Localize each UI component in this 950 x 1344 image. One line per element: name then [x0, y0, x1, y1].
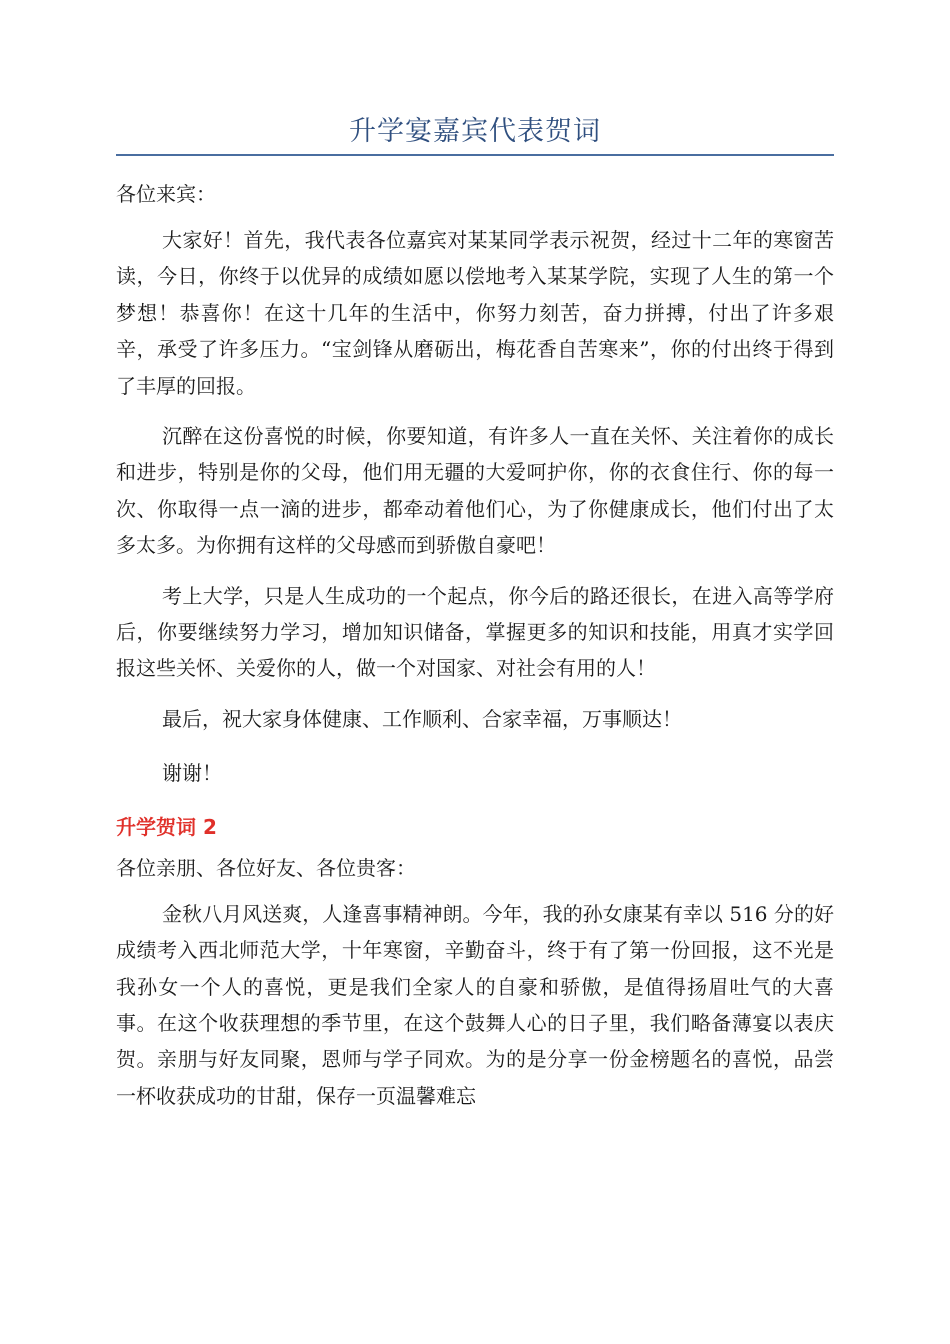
section-heading: 升学贺词 2: [116, 814, 217, 839]
paragraph: 考上大学，只是人生成功的一个起点，你今后的路还很长，在进入高等学府后，你要继续努力学习，增加知识储备，掌握更多的知识和技能，用真才实学回报这些关怀、关爱你的人，做一个对国家、对社会有用的人！: [116, 583, 834, 681]
page-title: 升学宴嘉宾代表贺词: [349, 116, 601, 147]
paragraph: 金秋八月风送爽，人逢喜事精神朗。今年，我的孙女康某有幸以 516 分的好成绩考入西北师范大学，十年寒窗，辛勤奋斗，终于有了第一份回报，这不光是我孙女一个人的喜悦，更是我们全家人的自豪和骄傲，是值得扬眉吐气的大喜事。在这个收获理想的季节里，在这个鼓舞人心的日子里，我们略备薄宴以表庆贺。亲朋与好友同聚，恩师与学子同欢。为的是分享一份金榜题名的喜悦，品尝一杯收获成功的甘甜，保存一页温馨难忘: [116, 901, 834, 1108]
paragraph: 最后，祝大家身体健康、工作顺利、合家幸福，万事顺达！: [162, 706, 682, 731]
document-body: [116, 176, 834, 1128]
title-underline: [116, 154, 834, 156]
paragraph: 谢谢！: [162, 761, 222, 786]
paragraph: 沉醉在这份喜悦的时候，你要知道，有许多人一直在关怀、关注着你的成长和进步，特别是你的父母，他们用无疆的大爱呵护你，你的衣食住行、你的每一次、你取得一点一滴的进步，都牵动着他们心，为了你健康成长，他们付出了太多太多。为你拥有这样的父母感而到骄傲自豪吧！: [116, 424, 834, 558]
salutation: 各位亲朋、各位好友、各位贵客：: [116, 855, 416, 880]
salutation: 各位来宾：: [116, 182, 216, 206]
paragraph: 大家好！首先，我代表各位嘉宾对某某同学表示祝贺，经过十二年的寒窗苦读，今日，你终于以优异的成绩如愿以偿地考入某某学院，实现了人生的第一个梦想！恭喜你！在这十几年的生活中，你努力刻苦，奋力拼搏，付出了许多艰辛，承受了许多压力。“宝剑锋从磨砺出，梅花香自苦寒来”，你的付出终于得到了丰厚的回报。: [116, 228, 834, 398]
